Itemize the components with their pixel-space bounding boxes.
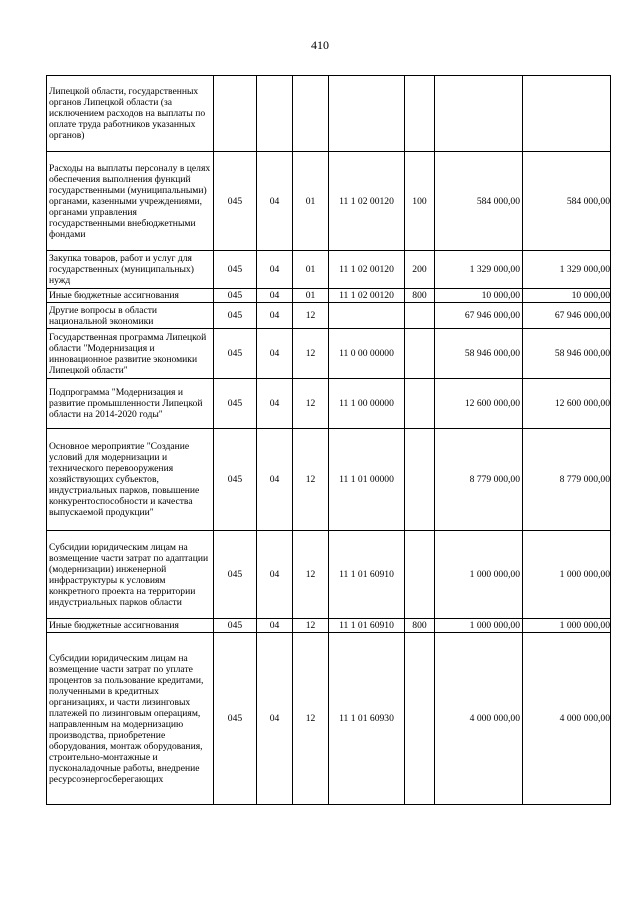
- section-code: 04: [257, 429, 293, 531]
- target-article: 11 1 01 60930: [329, 633, 405, 805]
- expense-type: 100: [405, 152, 435, 251]
- ministry-code: 045: [214, 152, 257, 251]
- table-row: [47, 619, 611, 633]
- table-row: [47, 251, 611, 289]
- ministry-code: 045: [214, 251, 257, 289]
- ministry-code: 045: [214, 429, 257, 531]
- amount-year-2: 10 000,00: [523, 289, 611, 303]
- expense-name: Иные бюджетные ассигнования: [47, 289, 214, 303]
- subsection-code: 01: [293, 251, 329, 289]
- target-article: 11 0 00 00000: [329, 329, 405, 379]
- amount-year-2: 1 000 000,00: [523, 531, 611, 619]
- amount-year-1: 1 329 000,00: [435, 251, 523, 289]
- table-row: [47, 329, 611, 379]
- expense-type: [405, 429, 435, 531]
- section-code: 04: [257, 379, 293, 429]
- expense-type: 200: [405, 251, 435, 289]
- amount-year-2: 1 000 000,00: [523, 619, 611, 633]
- ministry-code: 045: [214, 289, 257, 303]
- expense-type: [405, 76, 435, 152]
- amount-year-1: 8 779 000,00: [435, 429, 523, 531]
- target-article: 11 1 01 00000: [329, 429, 405, 531]
- ministry-code: 045: [214, 303, 257, 329]
- amount-year-2: 58 946 000,00: [523, 329, 611, 379]
- table-row: [47, 379, 611, 429]
- section-code: [257, 76, 293, 152]
- section-code: 04: [257, 152, 293, 251]
- subsection-code: 12: [293, 619, 329, 633]
- expense-name: Субсидии юридическим лицам на возмещение части затрат по уплате процентов за пользование кредитами, полученными в кредитных организациях, и части лизинговых платежей по лизинговым операциям, направленным на модернизацию производства, приобретение оборудования, монтаж оборудования, строительно-монтажные и пусконаладочные работы, внедрение ресурсоэнергосберегающих: [47, 633, 214, 805]
- ministry-code: 045: [214, 619, 257, 633]
- expense-type: [405, 329, 435, 379]
- target-article: 11 1 02 00120: [329, 251, 405, 289]
- expense-type: [405, 303, 435, 329]
- amount-year-2: 8 779 000,00: [523, 429, 611, 531]
- section-code: 04: [257, 303, 293, 329]
- ministry-code: 045: [214, 531, 257, 619]
- amount-year-1: 67 946 000,00: [435, 303, 523, 329]
- expense-name: Государственная программа Липецкой области "Модернизация и инновационное развитие экономики Липецкой области": [47, 329, 214, 379]
- amount-year-2: 1 329 000,00: [523, 251, 611, 289]
- ministry-code: [214, 76, 257, 152]
- section-code: 04: [257, 251, 293, 289]
- target-article: 11 1 02 00120: [329, 289, 405, 303]
- table-row: [47, 289, 611, 303]
- amount-year-1: [435, 76, 523, 152]
- amount-year-1: 1 000 000,00: [435, 531, 523, 619]
- subsection-code: 12: [293, 379, 329, 429]
- expense-type: 800: [405, 619, 435, 633]
- table-row: [47, 429, 611, 531]
- ministry-code: 045: [214, 329, 257, 379]
- budget-table: [46, 75, 611, 805]
- table-row: [47, 152, 611, 251]
- amount-year-2: 584 000,00: [523, 152, 611, 251]
- subsection-code: 12: [293, 531, 329, 619]
- expense-type: [405, 379, 435, 429]
- subsection-code: 12: [293, 429, 329, 531]
- expense-name: Субсидии юридическим лицам на возмещение части затрат по адаптации (модернизации) инженерной инфраструктуры к условиям конкретного проекта на территории индустриальных парков области: [47, 531, 214, 619]
- amount-year-2: 4 000 000,00: [523, 633, 611, 805]
- expense-name: Иные бюджетные ассигнования: [47, 619, 214, 633]
- section-code: 04: [257, 289, 293, 303]
- amount-year-2: [523, 76, 611, 152]
- amount-year-1: 58 946 000,00: [435, 329, 523, 379]
- table-row: [47, 633, 611, 805]
- subsection-code: 12: [293, 303, 329, 329]
- target-article: 11 1 01 60910: [329, 619, 405, 633]
- amount-year-1: 1 000 000,00: [435, 619, 523, 633]
- subsection-code: [293, 76, 329, 152]
- section-code: 04: [257, 531, 293, 619]
- table-row: [47, 76, 611, 152]
- amount-year-1: 584 000,00: [435, 152, 523, 251]
- ministry-code: 045: [214, 379, 257, 429]
- section-code: 04: [257, 329, 293, 379]
- subsection-code: 12: [293, 329, 329, 379]
- subsection-code: 01: [293, 152, 329, 251]
- amount-year-1: 4 000 000,00: [435, 633, 523, 805]
- table-row: [47, 303, 611, 329]
- expense-name: Расходы на выплаты персоналу в целях обеспечения выполнения функций государственными (муниципальными) органами, казенными учреждениями, органами управления государственными внебюджетными фондами: [47, 152, 214, 251]
- expense-type: [405, 633, 435, 805]
- section-code: 04: [257, 619, 293, 633]
- target-article: 11 1 00 00000: [329, 379, 405, 429]
- table-row: [47, 531, 611, 619]
- ministry-code: 045: [214, 633, 257, 805]
- amount-year-2: 67 946 000,00: [523, 303, 611, 329]
- subsection-code: 12: [293, 633, 329, 805]
- expense-type: 800: [405, 289, 435, 303]
- expense-name: Подпрограмма "Модернизация и развитие промышленности Липецкой области на 2014-2020 годы": [47, 379, 214, 429]
- amount-year-2: 12 600 000,00: [523, 379, 611, 429]
- expense-type: [405, 531, 435, 619]
- subsection-code: 01: [293, 289, 329, 303]
- target-article: 11 1 02 00120: [329, 152, 405, 251]
- expense-name: Липецкой области, государственных органов Липецкой области (за исключением расходов на выплаты по оплате труда работников указанных органов): [47, 76, 214, 152]
- expense-name: Другие вопросы в области национальной экономики: [47, 303, 214, 329]
- section-code: 04: [257, 633, 293, 805]
- target-article: 11 1 01 60910: [329, 531, 405, 619]
- page-number: 410: [311, 38, 329, 52]
- target-article: [329, 76, 405, 152]
- amount-year-1: 10 000,00: [435, 289, 523, 303]
- expense-name: Основное мероприятие "Создание условий для модернизации и технического перевооружения хозяйствующих субъектов, индустриальных парков, повышение конкурентоспособности и качества выпускаемой продукции": [47, 429, 214, 531]
- amount-year-1: 12 600 000,00: [435, 379, 523, 429]
- expense-name: Закупка товаров, работ и услуг для государственных (муниципальных) нужд: [47, 251, 214, 289]
- target-article: [329, 303, 405, 329]
